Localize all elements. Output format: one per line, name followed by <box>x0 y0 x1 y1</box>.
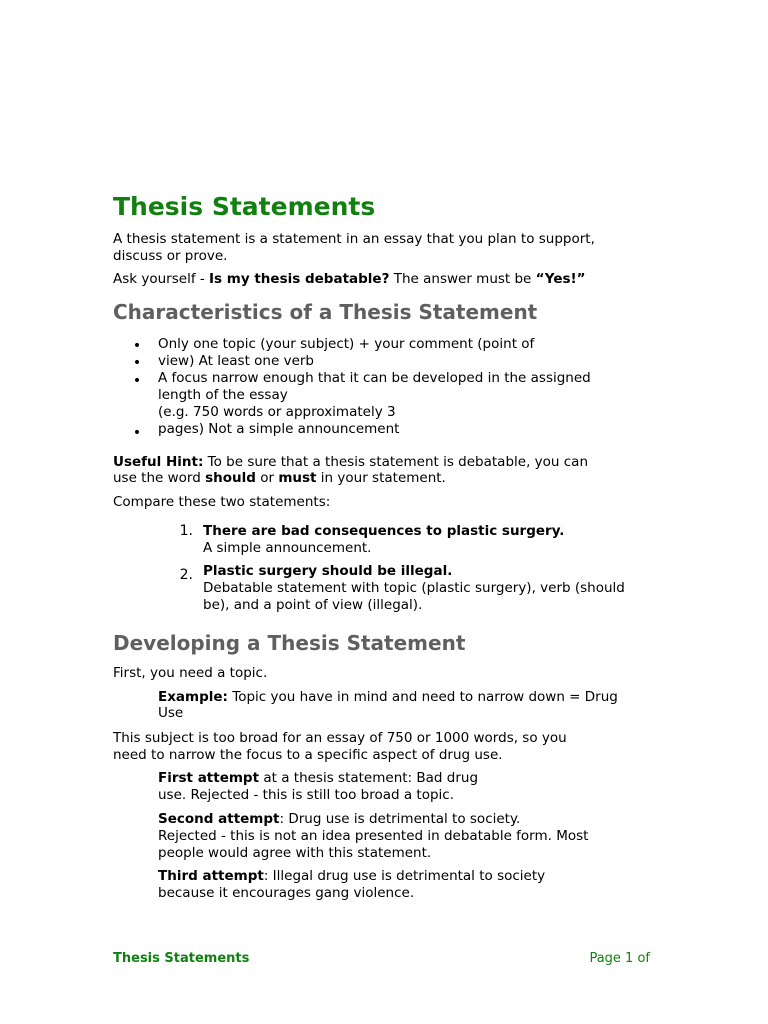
characteristic-line: A focus narrow enough that it can be developed in the assigned <box>158 370 591 386</box>
statement-note: be), and a point of view (illegal). <box>203 597 423 613</box>
intro-line-1: A thesis statement is a statement in an essay that you plan to support, <box>113 231 595 247</box>
first-topic-line: First, you need a topic. <box>113 665 268 681</box>
example-line-2: Use <box>158 705 184 721</box>
list-number: 2. <box>179 567 193 583</box>
second-attempt-line-3: people would agree with this statement. <box>158 845 432 861</box>
ask-mid: The answer must be <box>389 271 536 287</box>
broad-line-2: need to narrow the focus to a specific aspect of drug use. <box>113 747 503 763</box>
page-title: Thesis Statements <box>113 192 376 221</box>
hint-text-1: To be sure that a thesis statement is debatable, you can <box>203 454 589 470</box>
third-attempt-line-1 <box>158 868 545 885</box>
developing-heading: Developing a Thesis Statement <box>113 631 466 655</box>
example-label: Example: <box>158 689 228 705</box>
hint-line-1 <box>113 454 588 471</box>
characteristic-line: (e.g. 750 words or approximately 3 <box>158 404 396 420</box>
ask-question: Is my thesis debatable? <box>209 271 390 287</box>
ask-prefix: Ask yourself - <box>113 271 210 287</box>
bullet-icon: • <box>132 425 142 441</box>
compare-intro: Compare these two statements: <box>113 494 331 510</box>
hint-label: Useful Hint: <box>113 454 204 470</box>
statement-title: Plastic surgery should be illegal. <box>203 563 453 579</box>
statement-note: A simple announcement. <box>203 540 372 556</box>
ask-yourself-line <box>113 271 586 288</box>
broad-line-1: This subject is too broad for an essay of 750 or 1000 words, so you <box>113 730 567 746</box>
second-attempt-text: : Drug use is detrimental to society. <box>279 811 521 827</box>
first-attempt-line-2: use. Rejected - this is still too broad a topic. <box>158 787 454 803</box>
hint-should: should <box>205 470 256 486</box>
characteristic-line: pages) Not a simple announcement <box>158 421 400 437</box>
footer-page-number: Page 1 of <box>589 951 650 966</box>
example-line-1 <box>158 689 618 706</box>
second-attempt-line-1 <box>158 811 520 828</box>
hint-text-2a: use the word <box>113 470 206 486</box>
statement-title: There are bad consequences to plastic surgery. <box>203 523 565 539</box>
second-attempt-label: Second attempt <box>158 811 280 827</box>
hint-line-2 <box>113 470 446 487</box>
ask-answer: “Yes!” <box>535 271 586 287</box>
first-attempt-text: at a thesis statement: Bad drug <box>259 770 479 786</box>
intro-line-2: discuss or prove. <box>113 248 228 264</box>
second-attempt-line-2: Rejected - this is not an idea presented in debatable form. Most <box>158 828 589 844</box>
characteristics-list <box>132 336 692 446</box>
characteristic-line: Only one topic (your subject) + your comment (point of <box>158 336 535 352</box>
third-attempt-line-2: because it encourages gang violence. <box>158 885 415 901</box>
statement-note: Debatable statement with topic (plastic surgery), verb (should <box>203 580 625 596</box>
example-text-1: Topic you have in mind and need to narrow down = Drug <box>227 689 618 705</box>
hint-must: must <box>278 470 317 486</box>
bullet-icon: • <box>132 355 142 371</box>
first-attempt-label: First attempt <box>158 770 260 786</box>
hint-or: or <box>255 470 279 486</box>
footer-title: Thesis Statements <box>113 951 250 966</box>
hint-text-2b: in your statement. <box>316 470 446 486</box>
characteristic-line: view) At least one verb <box>158 353 315 369</box>
first-attempt-line-1 <box>158 770 478 787</box>
characteristic-line: length of the essay <box>158 387 288 403</box>
characteristics-heading: Characteristics of a Thesis Statement <box>113 300 538 324</box>
third-attempt-label: Third attempt <box>158 868 264 884</box>
list-number: 1. <box>179 523 193 539</box>
compare-list <box>173 522 653 614</box>
third-attempt-text: : Illegal drug use is detrimental to society <box>263 868 546 884</box>
bullet-icon: • <box>132 373 142 389</box>
bullet-icon: • <box>132 338 142 354</box>
